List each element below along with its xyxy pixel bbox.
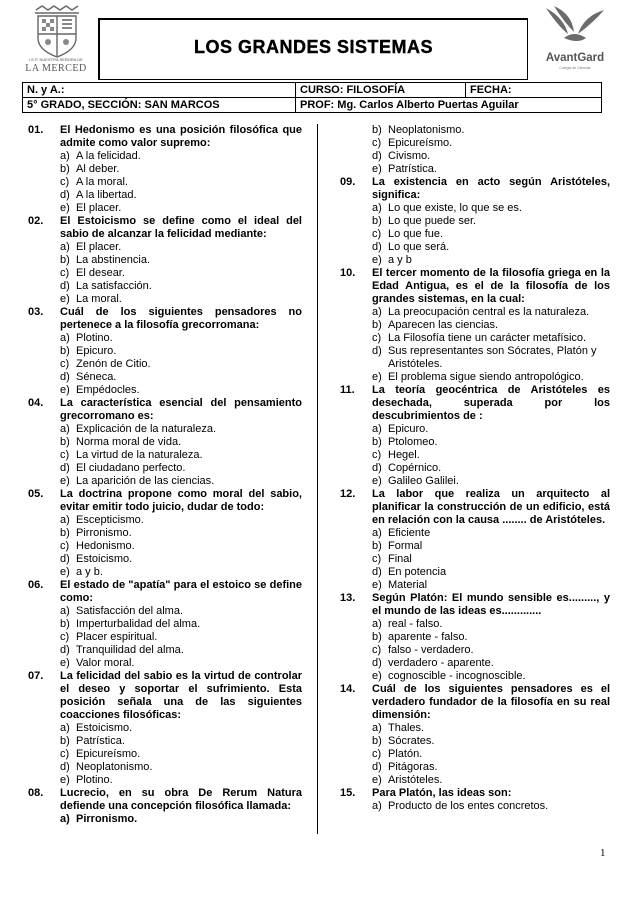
question-text: Según Platón: El mundo sensible es........., y el mundo de las ideas es............. — [372, 592, 610, 617]
option-text: Séneca. — [76, 371, 117, 383]
answer-option — [60, 631, 302, 644]
option-text: Lo que fue. — [388, 228, 444, 240]
option-letter: e) — [60, 774, 70, 786]
question-text: La labor que realiza un arquitecto al planificar la construcción de un edificio, está en relación con la causa ........ de Aristóteles. — [372, 488, 610, 526]
brand-tagline: Colegio de Ciencias — [559, 66, 591, 70]
question — [28, 670, 302, 787]
option-text: Material — [388, 579, 428, 591]
option-letter: b) — [60, 735, 70, 747]
answer-option — [60, 345, 302, 358]
question — [340, 267, 610, 384]
option-letter: e) — [372, 371, 382, 383]
option-letter: a) — [60, 241, 70, 253]
option-text: La Filosofía tiene un carácter metafísico. — [388, 332, 587, 344]
option-text: Sócrates. — [388, 735, 435, 747]
option-text: Al deber. — [76, 163, 120, 175]
option-letter: d) — [372, 761, 382, 773]
answer-option — [340, 163, 610, 176]
option-text: Epicureísmo. — [388, 137, 453, 149]
option-text: Placer espiritual. — [76, 631, 158, 643]
option-text: aparente - falso. — [388, 631, 468, 643]
answer-option — [60, 293, 302, 306]
option-letter: a) — [60, 722, 70, 734]
option-letter: e) — [372, 163, 382, 175]
answer-option — [372, 735, 610, 748]
option-letter: a) — [60, 514, 70, 526]
option-letter: d) — [372, 150, 382, 162]
option-letter: b) — [372, 735, 382, 747]
answer-option — [60, 202, 302, 215]
question-text: La existencia en acto según Aristóteles, significa: — [372, 176, 610, 201]
answer-option — [340, 137, 610, 150]
option-letter: d) — [60, 761, 70, 773]
answer-option — [372, 748, 610, 761]
option-text: Tranquilidad del alma. — [76, 644, 184, 656]
option-text: La aparición de las ciencias. — [76, 475, 215, 487]
option-text: a y b. — [76, 566, 103, 578]
option-letter: e) — [60, 475, 70, 487]
option-letter: b) — [372, 215, 382, 227]
question-number: 03. — [28, 306, 44, 318]
option-letter: b) — [60, 618, 70, 630]
answer-option — [372, 631, 610, 644]
answer-option — [60, 176, 302, 189]
option-text: Satisfacción del alma. — [76, 605, 183, 617]
question-text: Cuál de los siguientes pensadores es el verdadero fundador de la filosofía en su real dimensión: — [372, 683, 610, 721]
grade-field: 5° GRADO, SECCIÓN: SAN MARCOS — [23, 98, 296, 113]
option-text: Patrística. — [388, 163, 437, 175]
question-text: El Hedonismo es una posición filosófica que admite como valor supremo: — [60, 124, 302, 149]
option-text: a y b — [388, 254, 412, 266]
option-text: Lo que será. — [388, 241, 450, 253]
answer-option — [340, 150, 610, 163]
option-text: Plotino. — [76, 332, 113, 344]
option-letter: d) — [60, 280, 70, 292]
option-letter: a) — [372, 618, 382, 630]
option-letter: a) — [60, 605, 70, 617]
question-text: La felicidad del sabio es la virtud de controlar el deseo y soportar el sufrimiento. Esta posición señala una de las siguientes coacciones filosóficas: — [60, 670, 302, 721]
option-letter: a) — [372, 423, 382, 435]
course-field: CURSO: FILOSOFÍA — [296, 83, 466, 98]
option-letter: b) — [372, 540, 382, 552]
answer-option — [372, 449, 610, 462]
option-text: Neoplatonismo. — [76, 761, 153, 773]
option-letter: e) — [60, 293, 70, 305]
answer-option — [60, 384, 302, 397]
date-field[interactable]: FECHA: — [466, 83, 602, 98]
name-field[interactable]: N. y A.: — [23, 83, 296, 98]
option-letter: b) — [60, 254, 70, 266]
answer-option — [60, 462, 302, 475]
question-text: La teoría geocéntrica de Aristóteles es desechada, superada por los descubrimientos de : — [372, 384, 610, 422]
answer-option — [60, 540, 302, 553]
answer-option — [60, 475, 302, 488]
answer-option — [372, 475, 610, 488]
option-letter: c) — [60, 748, 70, 760]
answer-option — [372, 553, 610, 566]
option-letter: c) — [372, 332, 382, 344]
option-letter: c) — [60, 358, 70, 370]
option-text: Neoplatonismo. — [388, 124, 465, 136]
answer-option — [60, 150, 302, 163]
option-letter: e) — [372, 475, 382, 487]
answer-option — [60, 332, 302, 345]
option-text: A la libertad. — [76, 189, 137, 201]
answer-option — [60, 267, 302, 280]
question-number: 12. — [340, 488, 356, 500]
answer-option — [372, 345, 610, 371]
answer-option — [372, 306, 610, 319]
option-text: El ciudadano perfecto. — [76, 462, 186, 474]
option-text: Aparecen las ciencias. — [388, 319, 499, 331]
right-column — [340, 124, 610, 813]
question-text: El Estoicismo se define como el ideal del sabio de alcanzar la felicidad mediante: — [60, 215, 302, 240]
answer-option — [60, 449, 302, 462]
option-text: Explicación de la naturaleza. — [76, 423, 217, 435]
option-text: La satisfacción. — [76, 280, 152, 292]
option-letter: a) — [372, 800, 382, 812]
question-number: 10. — [340, 267, 356, 279]
answer-option — [60, 657, 302, 670]
option-text: Civismo. — [388, 150, 431, 162]
option-text: Eficiente — [388, 527, 431, 539]
brand-name: AvantGard — [545, 52, 605, 64]
option-text: El placer. — [76, 202, 122, 214]
option-text: Final — [388, 553, 412, 565]
option-letter: c) — [372, 748, 382, 760]
option-text: Lo que existe, lo que se es. — [388, 202, 522, 214]
question — [340, 176, 610, 267]
question-number: 08. — [28, 787, 44, 799]
option-letter: b) — [372, 436, 382, 448]
question-text: Cuál de los siguientes pensadores no pertenece a la filosofía grecorromana: — [60, 306, 302, 331]
option-letter: a) — [372, 527, 382, 539]
answer-option — [60, 618, 302, 631]
option-text: Valor moral. — [76, 657, 135, 669]
info-row — [23, 98, 602, 113]
question — [28, 787, 302, 826]
question — [28, 397, 302, 488]
option-letter: e) — [60, 566, 70, 578]
option-letter: c) — [60, 540, 70, 552]
answer-option — [372, 657, 610, 670]
option-letter: b) — [372, 319, 382, 331]
answer-option — [372, 228, 610, 241]
question-number: 13. — [340, 592, 356, 604]
option-text: El placer. — [76, 241, 122, 253]
option-letter: e) — [60, 384, 70, 396]
answer-option — [372, 371, 610, 384]
question-text: El estado de "apatía" para el estoico se define como: — [60, 579, 302, 604]
option-letter: c) — [372, 137, 382, 149]
option-letter: a) — [372, 722, 382, 734]
option-letter: d) — [372, 657, 382, 669]
question-number: 09. — [340, 176, 356, 188]
question-text: La característica esencial del pensamiento grecorromano es: — [60, 397, 302, 422]
option-text: Ptolomeo. — [388, 436, 438, 448]
answer-option — [372, 215, 610, 228]
school-name-small: I.E.P. NUESTRA SEÑORA DE — [29, 57, 83, 62]
answer-option — [372, 566, 610, 579]
answer-option — [372, 579, 610, 592]
option-text: Producto de los entes concretos. — [388, 800, 549, 812]
question-number: 02. — [28, 215, 44, 227]
option-text: A la moral. — [76, 176, 128, 188]
option-text: Epicuro. — [76, 345, 117, 357]
option-text: En potencia — [388, 566, 447, 578]
question-text: Lucrecio, en su obra De Rerum Natura defiende una concepción filosófica llamada: — [60, 787, 302, 812]
option-text: Pirronismo. — [76, 527, 132, 539]
option-text: Zenón de Citio. — [76, 358, 151, 370]
left-column — [28, 124, 302, 826]
option-letter: e) — [60, 202, 70, 214]
option-letter: b) — [372, 631, 382, 643]
question-number: 07. — [28, 670, 44, 682]
option-letter: c) — [60, 267, 70, 279]
answer-option — [372, 436, 610, 449]
option-text: Estoicismo. — [76, 722, 133, 734]
option-text: Lo que puede ser. — [388, 215, 477, 227]
answer-option — [372, 462, 610, 475]
column-divider — [317, 124, 318, 834]
option-letter: a) — [60, 150, 70, 162]
option-text: La abstinencia. — [76, 254, 150, 266]
option-letter: b) — [60, 163, 70, 175]
answer-option — [372, 332, 610, 345]
answer-option — [60, 241, 302, 254]
question — [340, 384, 610, 488]
answer-option — [372, 761, 610, 774]
option-text: Escepticismo. — [76, 514, 144, 526]
school-name: LA MERCED — [25, 63, 87, 74]
answer-option — [372, 618, 610, 631]
answer-option — [60, 436, 302, 449]
answer-option — [60, 774, 302, 787]
option-letter: c) — [372, 449, 382, 461]
question — [340, 488, 610, 592]
answer-option — [372, 540, 610, 553]
option-letter: d) — [60, 371, 70, 383]
option-text: Empédocles. — [76, 384, 140, 396]
answer-option — [60, 358, 302, 371]
option-text: La moral. — [76, 293, 122, 305]
option-letter: e) — [372, 254, 382, 266]
option-letter: c) — [372, 228, 382, 240]
option-letter: e) — [372, 670, 382, 682]
option-text: Epicuro. — [388, 423, 429, 435]
option-text: Estoicismo. — [76, 553, 133, 565]
option-text: Thales. — [388, 722, 425, 734]
question-number: 14. — [340, 683, 356, 695]
option-letter: d) — [60, 462, 70, 474]
answer-option — [372, 527, 610, 540]
answer-option — [372, 644, 610, 657]
answer-option — [60, 722, 302, 735]
option-text: Plotino. — [76, 774, 113, 786]
option-text: A la felicidad. — [76, 150, 141, 162]
question-number: 05. — [28, 488, 44, 500]
answer-option — [372, 202, 610, 215]
answer-option — [60, 761, 302, 774]
question-number: 11. — [340, 384, 355, 396]
answer-option — [60, 189, 302, 202]
question-number: 15. — [340, 787, 356, 799]
option-text: Patrística. — [76, 735, 125, 747]
answer-option — [60, 371, 302, 384]
page-number: 1 — [600, 847, 606, 859]
answer-option — [60, 553, 302, 566]
option-letter: e) — [60, 657, 70, 669]
option-letter: a) — [60, 332, 70, 344]
answer-option — [60, 735, 302, 748]
option-text: falso - verdadero. — [388, 644, 474, 656]
option-letter: d) — [60, 644, 70, 656]
option-letter: e) — [372, 774, 382, 786]
question — [340, 592, 610, 683]
answer-option — [372, 800, 610, 813]
option-letter: c) — [372, 644, 382, 656]
answer-option — [372, 774, 610, 787]
question-number: 04. — [28, 397, 44, 409]
answer-option — [372, 423, 610, 436]
option-letter: d) — [372, 462, 382, 474]
answer-option — [60, 605, 302, 618]
option-letter: b) — [372, 124, 382, 136]
option-text: Pitágoras. — [388, 761, 438, 773]
option-text: Sus representantes son Sócrates, Platón y Aristóteles. — [388, 345, 597, 370]
option-letter: a) — [372, 202, 382, 214]
option-text: Aristóteles. — [388, 774, 443, 786]
question-text: Para Platón, las ideas son: — [372, 787, 512, 799]
question — [28, 488, 302, 579]
option-letter: b) — [60, 436, 70, 448]
option-text: real - falso. — [388, 618, 443, 630]
question-text: La doctrina propone como moral del sabio, evitar emitir todo juicio, dudar de todo: — [60, 488, 302, 513]
answer-option — [60, 748, 302, 761]
option-letter: c) — [372, 553, 382, 565]
answer-option — [60, 514, 302, 527]
option-letter: a) — [60, 813, 70, 825]
option-letter: c) — [60, 449, 70, 461]
option-text: La virtud de la naturaleza. — [76, 449, 203, 461]
option-letter: c) — [60, 631, 70, 643]
student-info-table — [22, 82, 602, 113]
info-row — [23, 83, 602, 98]
option-text: verdadero - aparente. — [388, 657, 494, 669]
title-box — [98, 18, 528, 80]
option-text: cognoscible - incognoscible. — [388, 670, 526, 682]
question — [28, 215, 302, 306]
option-letter: d) — [372, 566, 382, 578]
question-text: El tercer momento de la filosofía griega en la Edad Antigua, es el de la filosofía de los grandes sistemas, en la cual: — [372, 267, 610, 305]
option-text: Hedonismo. — [76, 540, 135, 552]
answer-option — [60, 813, 302, 826]
answer-option — [60, 644, 302, 657]
option-letter: d) — [60, 189, 70, 201]
option-letter: b) — [60, 527, 70, 539]
option-letter: a) — [60, 423, 70, 435]
option-text: Galileo Galilei. — [388, 475, 459, 487]
option-text: Hegel. — [388, 449, 420, 461]
option-letter: d) — [372, 345, 382, 357]
option-letter: b) — [60, 345, 70, 357]
answer-option — [372, 254, 610, 267]
option-text: Epicureísmo. — [76, 748, 141, 760]
option-text: Copérnico. — [388, 462, 442, 474]
option-text: Platón. — [388, 748, 423, 760]
page-title: LOS GRANDES SISTEMAS — [193, 37, 434, 57]
answer-option — [60, 423, 302, 436]
question — [28, 124, 302, 215]
option-letter: e) — [372, 579, 382, 591]
option-letter: d) — [372, 241, 382, 253]
option-text: El desear. — [76, 267, 125, 279]
answer-option — [372, 722, 610, 735]
question — [28, 579, 302, 670]
option-letter: d) — [60, 553, 70, 565]
option-letter: a) — [372, 306, 382, 318]
answer-option — [60, 566, 302, 579]
answer-option — [60, 280, 302, 293]
question — [340, 683, 610, 787]
option-letter: c) — [60, 176, 70, 188]
answer-option — [372, 670, 610, 683]
option-text: Formal — [388, 540, 423, 552]
answer-option — [60, 527, 302, 540]
answer-option — [372, 241, 610, 254]
question-number: 01. — [28, 124, 44, 136]
answer-option — [372, 319, 610, 332]
option-text: La preocupación central es la naturaleza. — [388, 306, 590, 318]
answer-option — [60, 163, 302, 176]
option-text: El problema sigue siendo antropológico. — [388, 371, 584, 383]
option-text: Pirronismo. — [76, 813, 138, 825]
option-text: Imperturbalidad del alma. — [76, 618, 201, 630]
question-number: 06. — [28, 579, 44, 591]
answer-option — [60, 254, 302, 267]
teacher-field: PROF: Mg. Carlos Alberto Puertas Aguilar — [296, 98, 602, 113]
question — [340, 787, 610, 813]
option-text: Norma moral de vida. — [76, 436, 182, 448]
answer-option — [340, 124, 610, 137]
question — [28, 306, 302, 397]
